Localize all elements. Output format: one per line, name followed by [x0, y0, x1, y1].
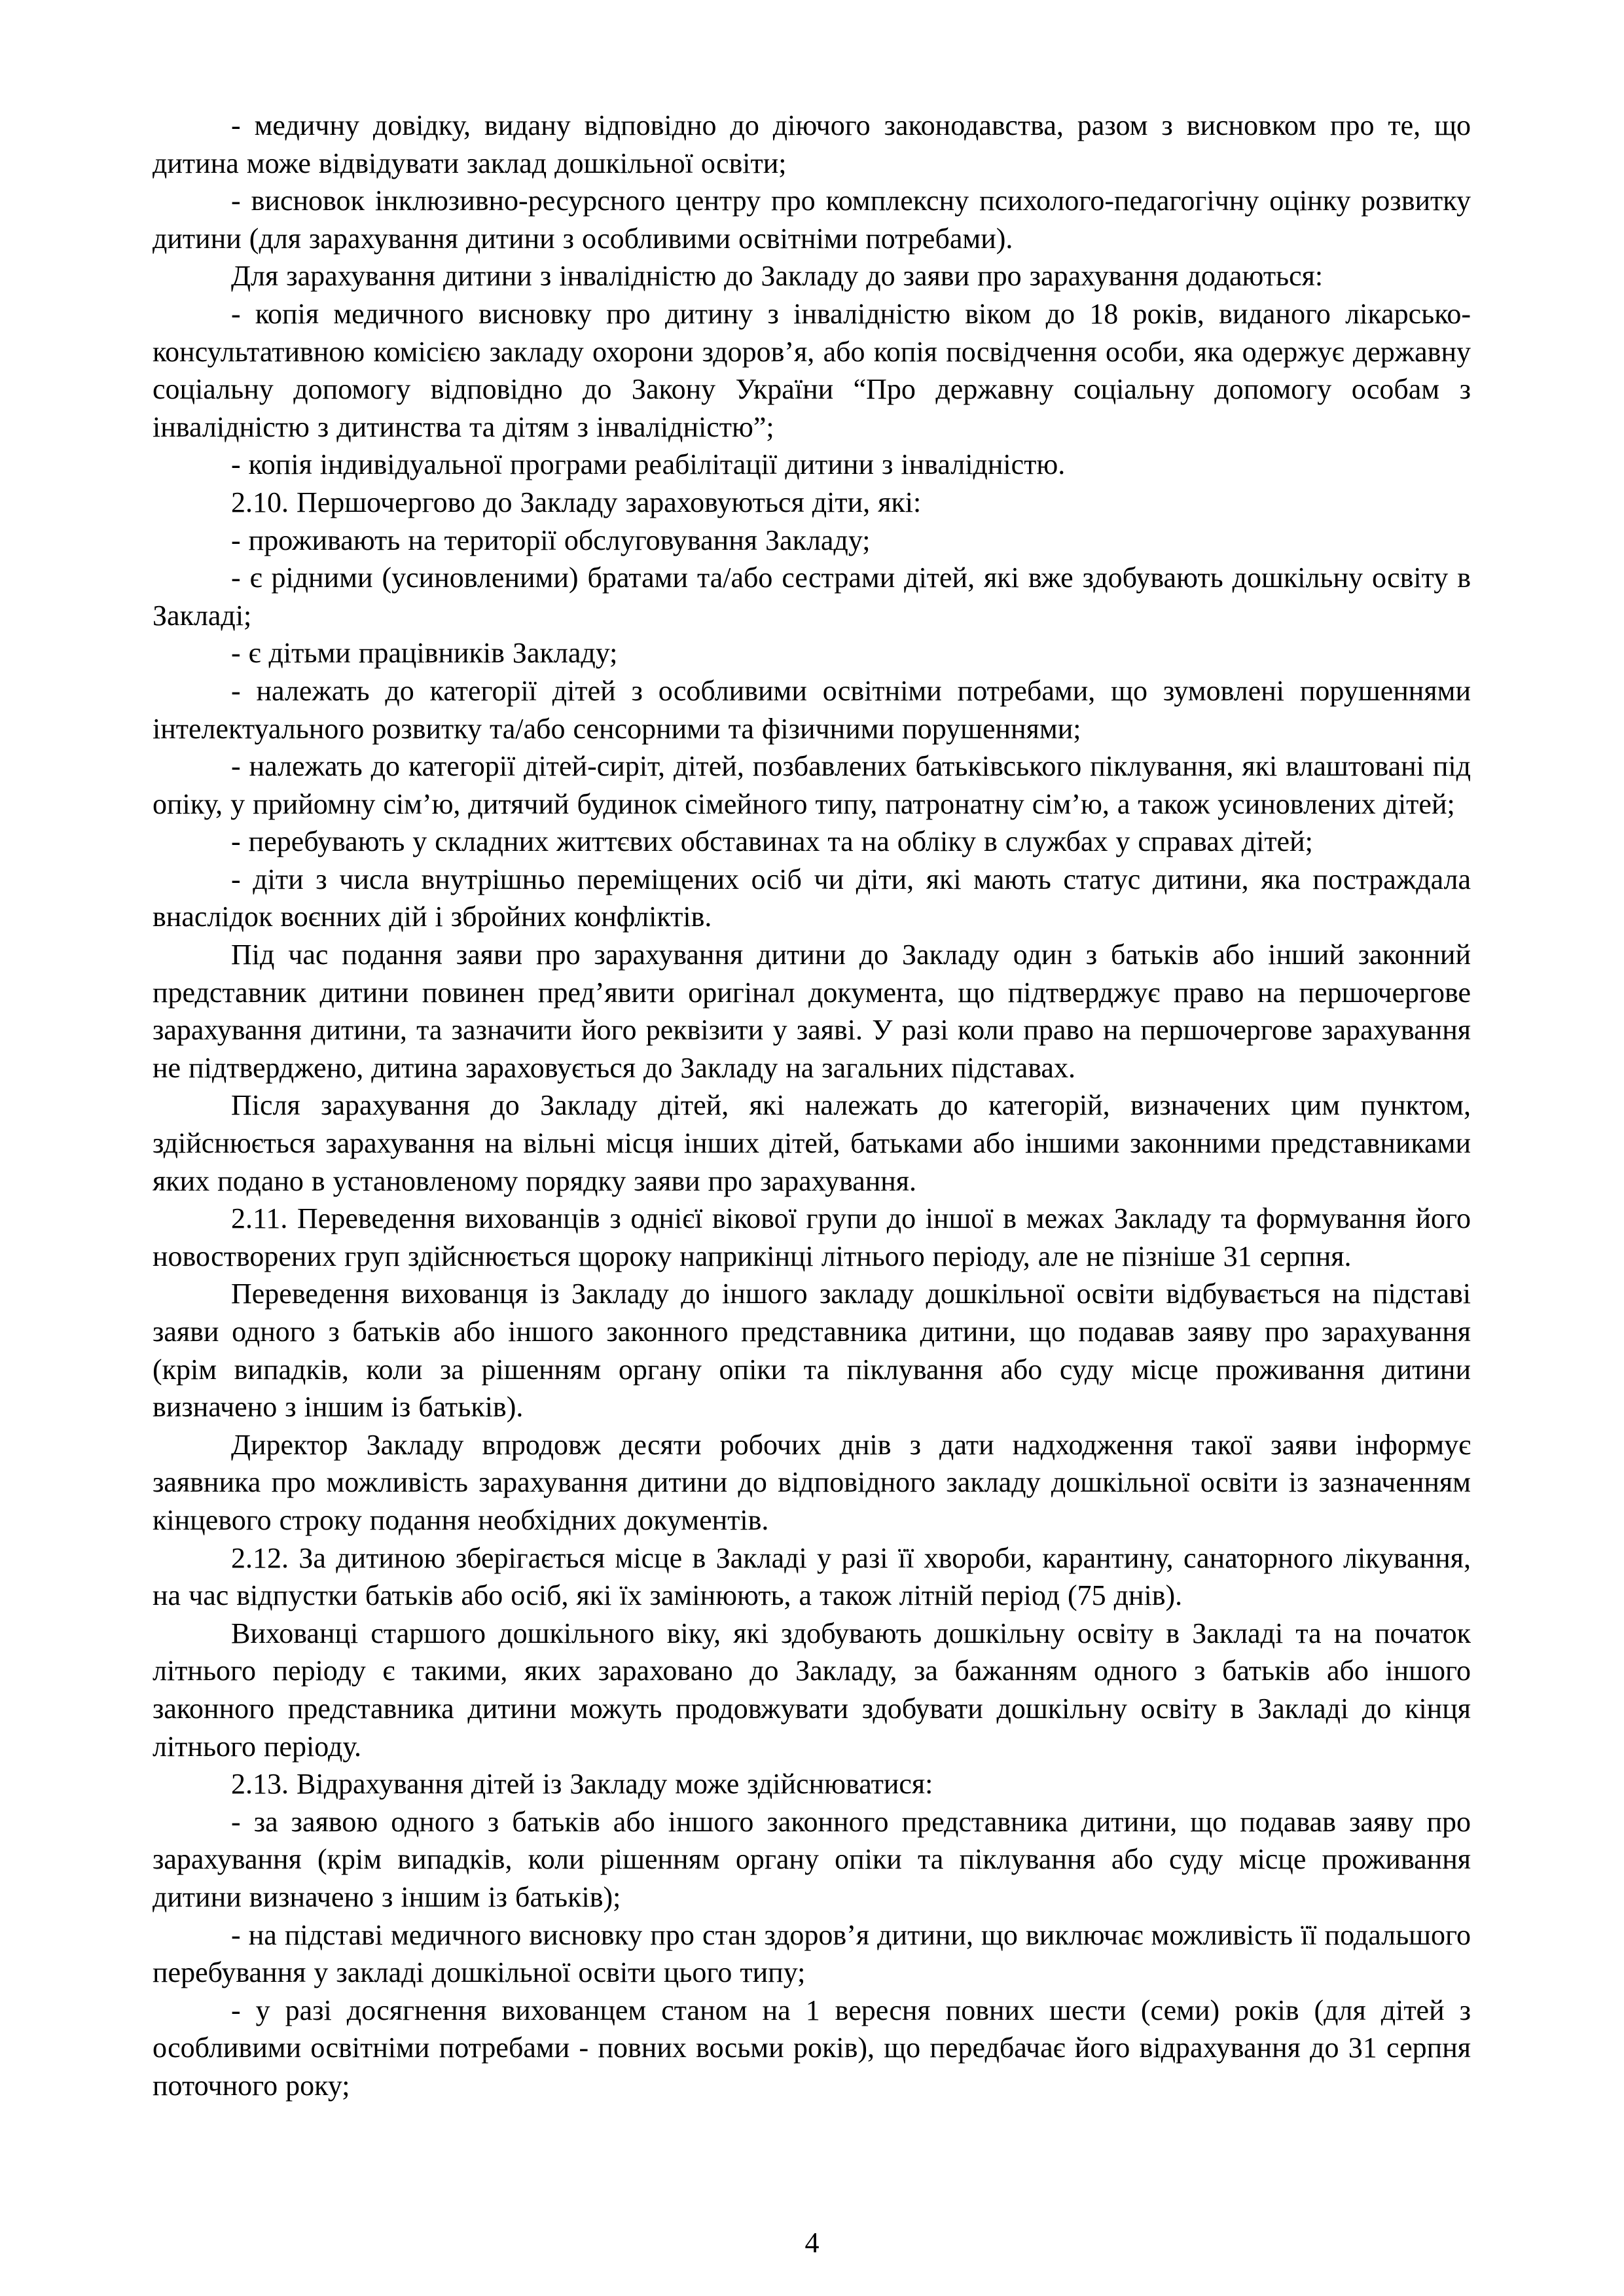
paragraph-expulsion-medical: - на підставі медичного висновку про стан здоров’я дитини, що виключає можливість її подальшого перебування у закладі дошкільної освіти цього типу;	[153, 1918, 1471, 1989]
paragraph-disability-enrollment-intro: Для зарахування дитини з інвалідністю до Закладу до заяви про зарахування додаються:	[231, 260, 1324, 293]
document-body	[153, 107, 1471, 2104]
paragraph-inclusive-center-conclusion: - висновок інклюзивно-ресурсного центру про комплексну психолого-педагогічну оцінку розвитку дитини (для зарахування дитини з особливими освітніми потребами).	[153, 185, 1471, 255]
paragraph-medical-certificate: - медичну довідку, видану відповідно до діючого законодавства, разом з висновком про те, що дитина може відвідувати заклад дошкільної освіти;	[153, 109, 1471, 179]
paragraph-director-notification: Директор Закладу впродовж десяти робочих днів з дати надходження такої заяви інформує заявника про можливість зарахування дитини до відповідного закладу дошкільної освіти із зазначенням кінцевого строку подання необхідних документів.	[153, 1428, 1471, 1536]
paragraph-priority-orphans: - належать до категорії дітей-сиріт, дітей, позбавлених батьківського піклування, які влаштовані під опіку, у прийомну сім’ю, дитячий будинок сімейного типу, патронатну сім’ю, а також усиновлених дітей;	[153, 750, 1471, 820]
paragraph-clause-2-13: 2.13. Відрахування дітей із Закладу може здійснюватися:	[231, 1768, 933, 1801]
page-number: 4	[804, 2227, 820, 2259]
paragraph-priority-special-needs: - належать до категорії дітей з особливими освітніми потребами, що зумовлені порушеннями інтелектуального розвитку та/або сенсорними та фізичними порушеннями;	[153, 674, 1471, 745]
paragraph-priority-document-proof: Під час подання заяви про зарахування дитини до Закладу один з батьків або інший законний представник дитини повинен пред’явити оригінал документа, що підтверджує право на першочергове зарахування дитини, та зазначити його реквізити у заяві. У разі коли право на першочергове зарахування не підтверджено, дитина зараховується до Закладу на загальних підставах.	[153, 939, 1471, 1084]
paragraph-transfer-to-other-institution: Переведення вихованця із Закладу до іншого закладу дошкільної освіти відбувається на підставі заяви одного з батьків або іншого законного представника дитини, що подавав заяву про зарахування (крім випадків, коли за рішенням органу опіки та піклування або суду місце проживання дитини визначено з іншим із батьків).	[153, 1278, 1471, 1424]
paragraph-disability-medical-copy: - копія медичного висновку про дитину з інвалідністю віком до 18 років, виданого лікарсько-консультативною комісією закладу охорони здоров’я, або копія посвідчення особи, яка одержує державну соціальну допомогу відповідно до Закону України “Про державну соціальну допомогу особам з інвалідністю з дитинства та дітям з інвалідністю”;	[153, 297, 1471, 443]
paragraph-priority-territory: - проживають на території обслуговування Закладу;	[231, 524, 871, 556]
paragraph-priority-displaced-children: - діти з числа внутрішньо переміщених осіб чи діти, які мають статус дитини, яка постраждала внаслідок воєнних дій і збройних конфліктів.	[153, 863, 1471, 933]
paragraph-priority-difficult-circumstances: - перебувають у складних життєвих обставинах та на обліку в службах у справах дітей;	[231, 825, 1313, 858]
paragraph-enrollment-free-places: Після зарахування до Закладу дітей, які належать до категорій, визначених цим пунктом, здійснюється зарахування на вільні місця інших дітей, батьками або іншими законними представниками яких подано в установленому порядку заяви про зарахування.	[153, 1089, 1471, 1197]
paragraph-clause-2-11: 2.11. Переведення вихованців з однієї вікової групи до іншої в межах Закладу та формування його новостворених груп здійснюється щороку наприкінці літнього періоду, але не пізніше 31 серпня.	[153, 1202, 1471, 1272]
paragraph-expulsion-by-application: - за заявою одного з батьків або іншого законного представника дитини, що подавав заяву про зарахування (крім випадків, коли рішенням органу опіки та піклування або суду місце проживання дитини визначено з іншим із батьків);	[153, 1805, 1471, 1913]
paragraph-senior-preschoolers-summer: Вихованці старшого дошкільного віку, які здобувають дошкільну освіту в Закладі та на початок літнього періоду є такими, яких зараховано до Закладу, за бажанням одного з батьків або іншого законного представника дитини можуть продовжувати здобувати дошкільну освіту в Закладі до кінця літнього періоду.	[153, 1617, 1471, 1763]
paragraph-clause-2-10: 2.10. Першочергово до Закладу зараховуються діти, які:	[231, 486, 922, 518]
paragraph-clause-2-12: 2.12. За дитиною зберігається місце в Закладі у разі її хвороби, карантину, санаторного лікування, на час відпустки батьків або осіб, які їх замінюють, а також літній період (75 днів).	[153, 1541, 1471, 1612]
paragraph-rehabilitation-program-copy: - копія індивідуальної програми реабілітації дитини з інвалідністю.	[231, 448, 1066, 481]
paragraph-priority-staff-children: - є дітьми працівників Закладу;	[231, 637, 618, 670]
paragraph-expulsion-age: - у разі досягнення вихованцем станом на 1 вересня повних шести (семи) років (для дітей з особливими освітніми потребами - повних восьми років), що передбачає його відрахування до 31 серпня поточного року;	[153, 1994, 1471, 2102]
paragraph-priority-siblings: - є рідними (усиновленими) братами та/або сестрами дітей, які вже здобувають дошкільну освіту в Закладі;	[153, 562, 1471, 632]
